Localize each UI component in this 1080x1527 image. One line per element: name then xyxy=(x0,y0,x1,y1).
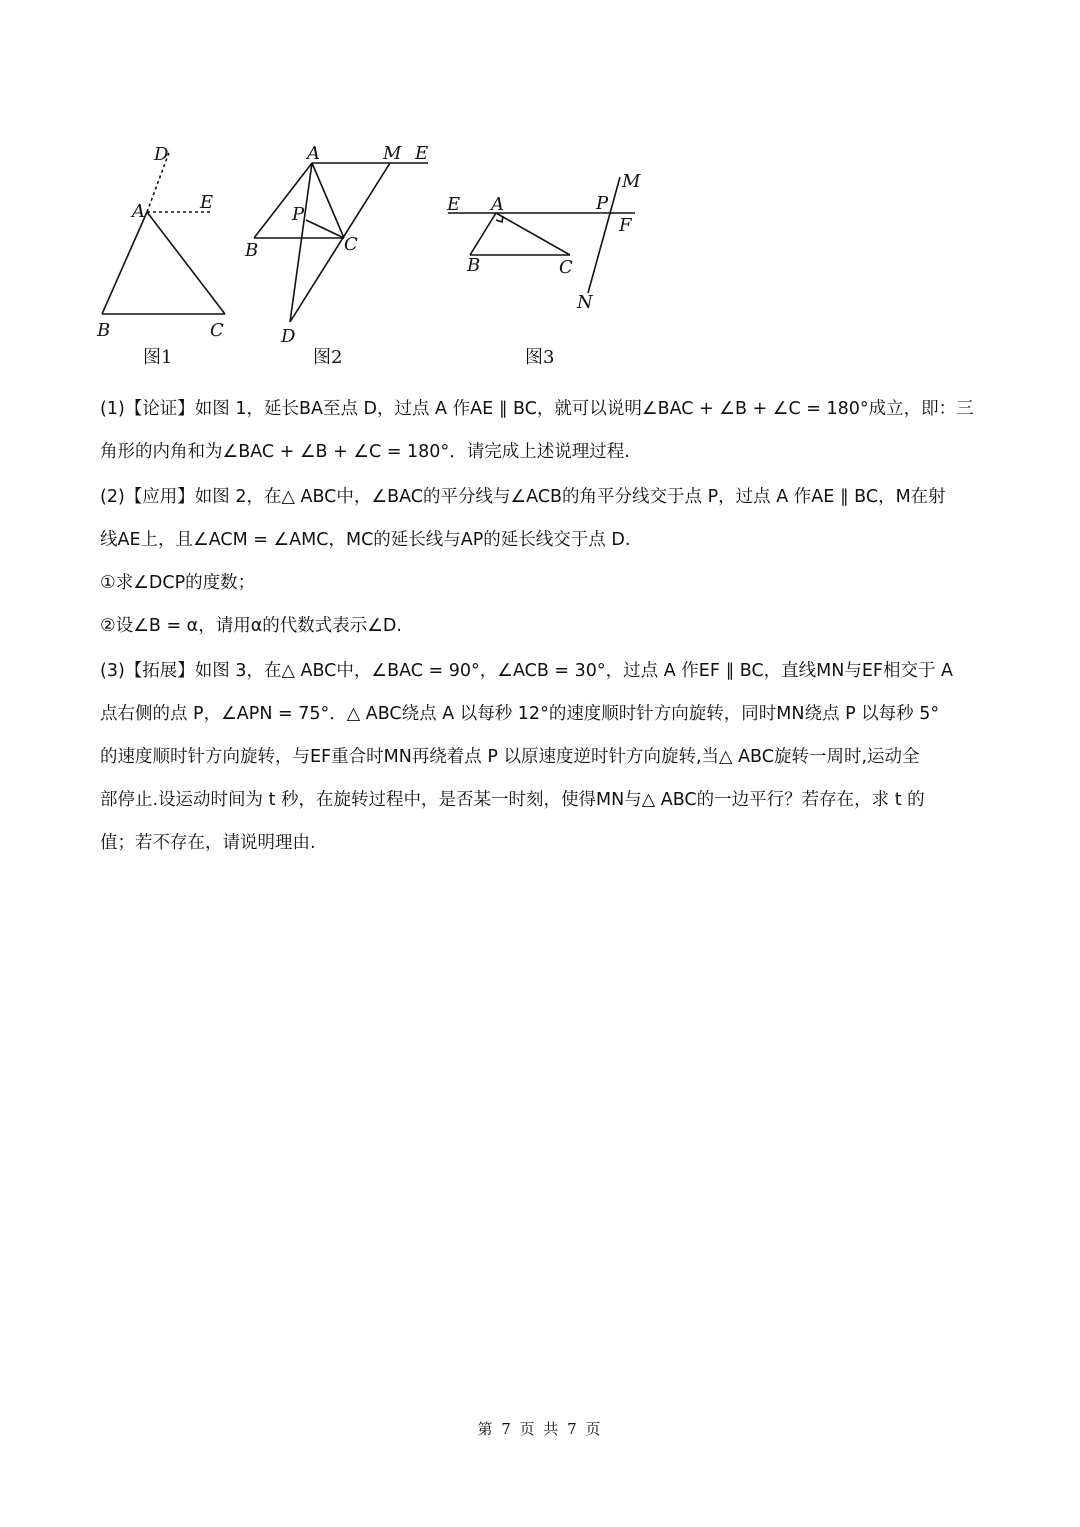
fig2-label-b: B xyxy=(245,240,259,261)
question-1-line-1: (1)【论证】如图 1，延长BA至点 D，过点 A 作AE ∥ BC，就可以说明∠BAC + ∠B + ∠C = 180°成立，即：三 xyxy=(100,399,974,419)
question-2-line-2: 线AE上，且∠ACM = ∠AMC，MC的延长线与AP的延长线交于点 D. xyxy=(100,530,631,550)
fig1-line-ac xyxy=(147,212,225,314)
fig3-label-c: C xyxy=(559,257,573,278)
question-3-line-3: 的速度顺时针方向旋转，与EF重合时MN再绕着点 P 以原速度逆时针方向旋转,当△ ABC旋转一周时,运动全 xyxy=(100,747,920,767)
figure-1-diagram xyxy=(90,140,240,350)
fig3-line-ac xyxy=(496,213,570,255)
fig1-line-ab xyxy=(102,212,147,314)
fig3-label-m: M xyxy=(622,171,641,192)
fig1-label-b: B xyxy=(97,320,111,341)
question-2-sub-2: ②设∠B = α，请用α的代数式表示∠D. xyxy=(100,616,402,636)
question-3-line-1: (3)【拓展】如图 3，在△ ABC中，∠BAC = 90°，∠ACB = 30°，过点 A 作EF ∥ BC，直线MN与EF相交于 A xyxy=(100,661,954,681)
fig1-label-d: D xyxy=(154,144,169,165)
figure-1 xyxy=(90,140,240,350)
figure-2 xyxy=(240,140,440,350)
fig2-label-c: C xyxy=(344,234,358,255)
fig3-label-n: N xyxy=(577,292,593,313)
fig2-label-d: D xyxy=(281,326,296,347)
question-2-line-1: (2)【应用】如图 2，在△ ABC中，∠BAC的平分线与∠ACB的角平分线交于点 P，过点 A 作AE ∥ BC，M在射 xyxy=(100,487,946,507)
fig1-label-a: A xyxy=(132,201,145,222)
figure-2-caption: 图2 xyxy=(313,347,343,368)
question-3 xyxy=(100,650,985,865)
fig2-line-md xyxy=(290,163,390,322)
question-3-line-2: 点右侧的点 P，∠APN = 75°．△ ABC绕点 A 以每秒 12°的速度顺时针方向旋转，同时MN绕点 P 以每秒 5° xyxy=(100,704,940,724)
fig3-line-ab xyxy=(470,213,496,255)
fig3-label-b: B xyxy=(467,255,481,276)
page-footer: 第 7 页 共 7 页 xyxy=(477,1420,603,1438)
figure-3 xyxy=(440,165,650,315)
fig3-label-a: A xyxy=(491,194,504,215)
question-2 xyxy=(100,476,985,648)
question-3-line-5: 值；若不存在，请说明理由. xyxy=(100,833,316,853)
fig2-label-m: M xyxy=(383,143,402,164)
fig2-label-e: E xyxy=(415,143,429,164)
question-3-line-4: 部停止.设运动时间为 t 秒，在旋转过程中，是否某一时刻，使得MN与△ ABC的一边平行？若存在，求 t 的 xyxy=(100,790,925,810)
fig1-label-e: E xyxy=(200,192,214,213)
figure-3-caption: 图3 xyxy=(525,347,555,368)
fig3-label-p: P xyxy=(596,193,609,214)
fig3-label-e: E xyxy=(447,194,461,215)
fig1-label-c: C xyxy=(210,320,224,341)
fig2-label-a: A xyxy=(307,143,320,164)
fig2-line-ac xyxy=(312,163,344,238)
figure-3-diagram xyxy=(440,165,650,315)
question-2-sub-1: ①求∠DCP的度数； xyxy=(100,573,256,593)
fig2-label-p: P xyxy=(292,204,305,225)
figure-1-caption: 图1 xyxy=(143,347,173,368)
question-1 xyxy=(100,388,985,474)
figure-2-diagram xyxy=(240,140,440,350)
fig3-label-f: F xyxy=(619,215,632,236)
question-1-line-2: 角形的内角和为∠BAC + ∠B + ∠C = 180°．请完成上述说理过程. xyxy=(100,442,630,462)
